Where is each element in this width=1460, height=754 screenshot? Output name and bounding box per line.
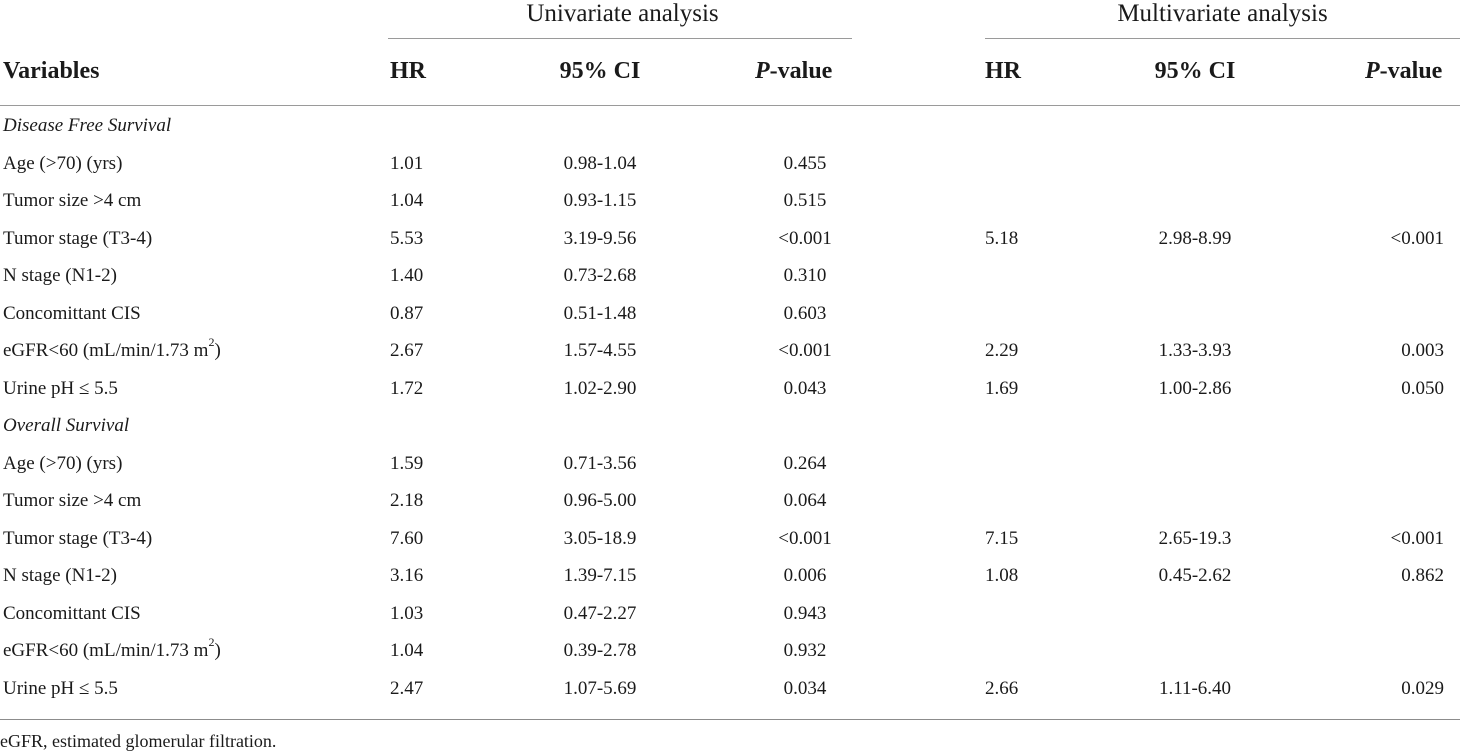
table-row [0, 558, 1460, 596]
univariate-hr-cell: 5.53 [390, 227, 424, 249]
table-row [0, 146, 1460, 184]
variable-label [3, 302, 141, 326]
univariate-ci-cell: 0.47-2.27 [563, 602, 637, 624]
multivariate-ci-cell: 1.00-2.86 [1158, 377, 1232, 399]
superscript: 2 [208, 334, 215, 349]
univariate-p-cell: <0.001 [778, 340, 832, 361]
variable-label-text: Overall Survival [3, 415, 130, 436]
univariate-p-cell: 0.515 [783, 190, 827, 211]
variable-label [3, 452, 122, 476]
multivariate-hr-cell: 2.29 [985, 340, 1019, 361]
univariate-ci-cell: 1.02-2.90 [563, 377, 637, 399]
multivariate-p-header [1365, 57, 1442, 85]
multivariate-p-cell: 0.862 [1401, 565, 1444, 586]
multivariate-p-cell: 0.029 [1401, 677, 1444, 699]
univariate-ci-cell: 0.96-5.00 [563, 490, 637, 511]
variable-label [3, 634, 221, 663]
table-row [0, 446, 1460, 484]
variable-label-text: N stage (N1-2) [3, 565, 117, 586]
variable-label-text: Concomittant CIS [3, 602, 141, 624]
univariate-hr-cell: 1.04 [390, 190, 424, 211]
univariate-group-rule [388, 38, 852, 39]
variable-label [3, 264, 117, 288]
multivariate-hr-cell: 1.08 [985, 565, 1019, 586]
univariate-ci-cell: 0.51-1.48 [563, 302, 637, 324]
section-label [3, 114, 171, 138]
univariate-group-header: Univariate analysis [526, 0, 719, 27]
table-bottom-rule [0, 719, 1460, 720]
univariate-p-cell: 0.943 [783, 602, 827, 624]
p-italic: P [755, 58, 770, 84]
multivariate-ci-header: 95% CI [1154, 58, 1236, 84]
univariate-p-cell: 0.064 [783, 490, 827, 511]
p-rest: -value [1379, 58, 1443, 84]
p-rest: -value [769, 58, 833, 84]
univariate-hr-cell: 1.04 [390, 640, 424, 661]
multivariate-group-header: Multivariate analysis [1117, 0, 1328, 27]
variable-label [3, 602, 141, 626]
multivariate-p-cell: <0.001 [1390, 527, 1444, 549]
table-row [0, 296, 1460, 334]
univariate-hr-cell: 1.72 [390, 377, 424, 399]
variable-label-text: Disease Free Survival [3, 115, 172, 136]
multivariate-hr-header: HR [985, 58, 1021, 84]
variable-label-text: N stage (N1-2) [3, 265, 117, 286]
univariate-p-header [755, 57, 832, 85]
variable-label [3, 152, 122, 176]
multivariate-ci-cell: 0.45-2.62 [1158, 565, 1232, 586]
variable-label-end: ) [214, 340, 221, 361]
univariate-hr-cell: 2.67 [390, 340, 424, 361]
table-row [0, 258, 1460, 296]
variable-label [3, 527, 152, 551]
univariate-hr-cell: 7.60 [390, 527, 424, 549]
variable-label [3, 189, 141, 213]
multivariate-ci-cell: 2.65-19.3 [1158, 527, 1232, 549]
multivariate-ci-cell: 2.98-8.99 [1158, 227, 1232, 249]
variable-label-text: eGFR<60 (mL/min/1.73 m [3, 640, 209, 661]
section-row [0, 108, 1460, 146]
univariate-p-cell: 0.603 [783, 302, 827, 324]
table-row [0, 521, 1460, 559]
univariate-hr-cell: 3.16 [390, 565, 424, 586]
univariate-hr-cell: 1.03 [390, 602, 424, 624]
univariate-ci-cell: 3.05-18.9 [563, 527, 637, 549]
univariate-p-cell: 0.034 [783, 677, 827, 699]
univariate-ci-header: 95% CI [559, 58, 641, 84]
univariate-ci-cell: 0.93-1.15 [563, 190, 637, 211]
variable-label-text: Tumor size >4 cm [3, 490, 142, 511]
univariate-hr-cell: 1.40 [390, 265, 424, 286]
variable-label-text: Tumor stage (T3-4) [3, 527, 153, 549]
variable-label [3, 489, 141, 513]
variable-label-text: Tumor stage (T3-4) [3, 227, 153, 249]
multivariate-hr-cell: 2.66 [985, 677, 1019, 699]
univariate-p-cell: 0.006 [783, 565, 827, 586]
variable-label-text: Urine pH ≤ 5.5 [3, 377, 118, 399]
univariate-hr-cell: 2.18 [390, 490, 424, 511]
univariate-ci-cell: 3.19-9.56 [563, 227, 637, 249]
univariate-hr-cell: 0.87 [390, 302, 424, 324]
univariate-ci-cell: 0.39-2.78 [563, 640, 637, 661]
variables-column-header: Variables [3, 58, 100, 84]
multivariate-group-rule [985, 38, 1460, 39]
variable-label-text: Tumor size >4 cm [3, 190, 142, 211]
variable-label-text: Age (>70) (yrs) [3, 152, 123, 174]
variable-label [3, 334, 221, 363]
table-row [0, 183, 1460, 221]
header-bottom-rule [0, 105, 1460, 106]
section-row [0, 408, 1460, 446]
variable-label-text: Urine pH ≤ 5.5 [3, 677, 118, 699]
univariate-p-cell: 0.264 [783, 452, 827, 474]
variable-label [3, 377, 118, 401]
multivariate-hr-cell: 5.18 [985, 227, 1019, 249]
variable-label-end: ) [214, 640, 221, 661]
univariate-ci-cell: 1.39-7.15 [563, 565, 637, 586]
univariate-ci-cell: 1.57-4.55 [563, 340, 637, 361]
univariate-hr-header: HR [390, 58, 426, 84]
univariate-hr-cell: 1.01 [390, 152, 424, 174]
variable-label [3, 564, 117, 588]
univariate-hr-cell: 2.47 [390, 677, 424, 699]
multivariate-p-cell: 0.050 [1401, 377, 1444, 399]
univariate-p-cell: 0.043 [783, 377, 827, 399]
section-label [3, 414, 129, 438]
multivariate-hr-cell: 7.15 [985, 527, 1019, 549]
univariate-p-cell: <0.001 [778, 527, 832, 549]
table-row [0, 333, 1460, 371]
table-row [0, 371, 1460, 409]
univariate-ci-cell: 0.73-2.68 [563, 265, 637, 286]
variable-label-text: Age (>70) (yrs) [3, 452, 123, 474]
variable-label-text: eGFR<60 (mL/min/1.73 m [3, 340, 209, 361]
univariate-hr-cell: 1.59 [390, 452, 424, 474]
univariate-ci-cell: 0.71-3.56 [563, 452, 637, 474]
univariate-p-cell: 0.455 [783, 152, 827, 174]
table-row [0, 221, 1460, 259]
table-row [0, 671, 1460, 709]
univariate-p-cell: 0.932 [783, 640, 827, 661]
variable-label-text: Concomittant CIS [3, 302, 141, 324]
univariate-ci-cell: 1.07-5.69 [563, 677, 637, 699]
univariate-ci-cell: 0.98-1.04 [563, 152, 637, 174]
multivariate-hr-cell: 1.69 [985, 377, 1019, 399]
multivariate-p-cell: <0.001 [1390, 227, 1444, 249]
univariate-p-cell: <0.001 [778, 227, 832, 249]
p-italic: P [1365, 58, 1380, 84]
superscript: 2 [208, 634, 215, 649]
variable-label [3, 677, 118, 701]
multivariate-p-cell: 0.003 [1401, 340, 1444, 361]
table-row [0, 633, 1460, 671]
univariate-p-cell: 0.310 [783, 265, 827, 286]
multivariate-ci-cell: 1.11-6.40 [1158, 677, 1232, 699]
table-footnote: eGFR, estimated glomerular filtration. [0, 731, 277, 751]
table-row [0, 483, 1460, 521]
variable-label [3, 227, 152, 251]
table-row [0, 596, 1460, 634]
multivariate-ci-cell: 1.33-3.93 [1158, 340, 1232, 361]
